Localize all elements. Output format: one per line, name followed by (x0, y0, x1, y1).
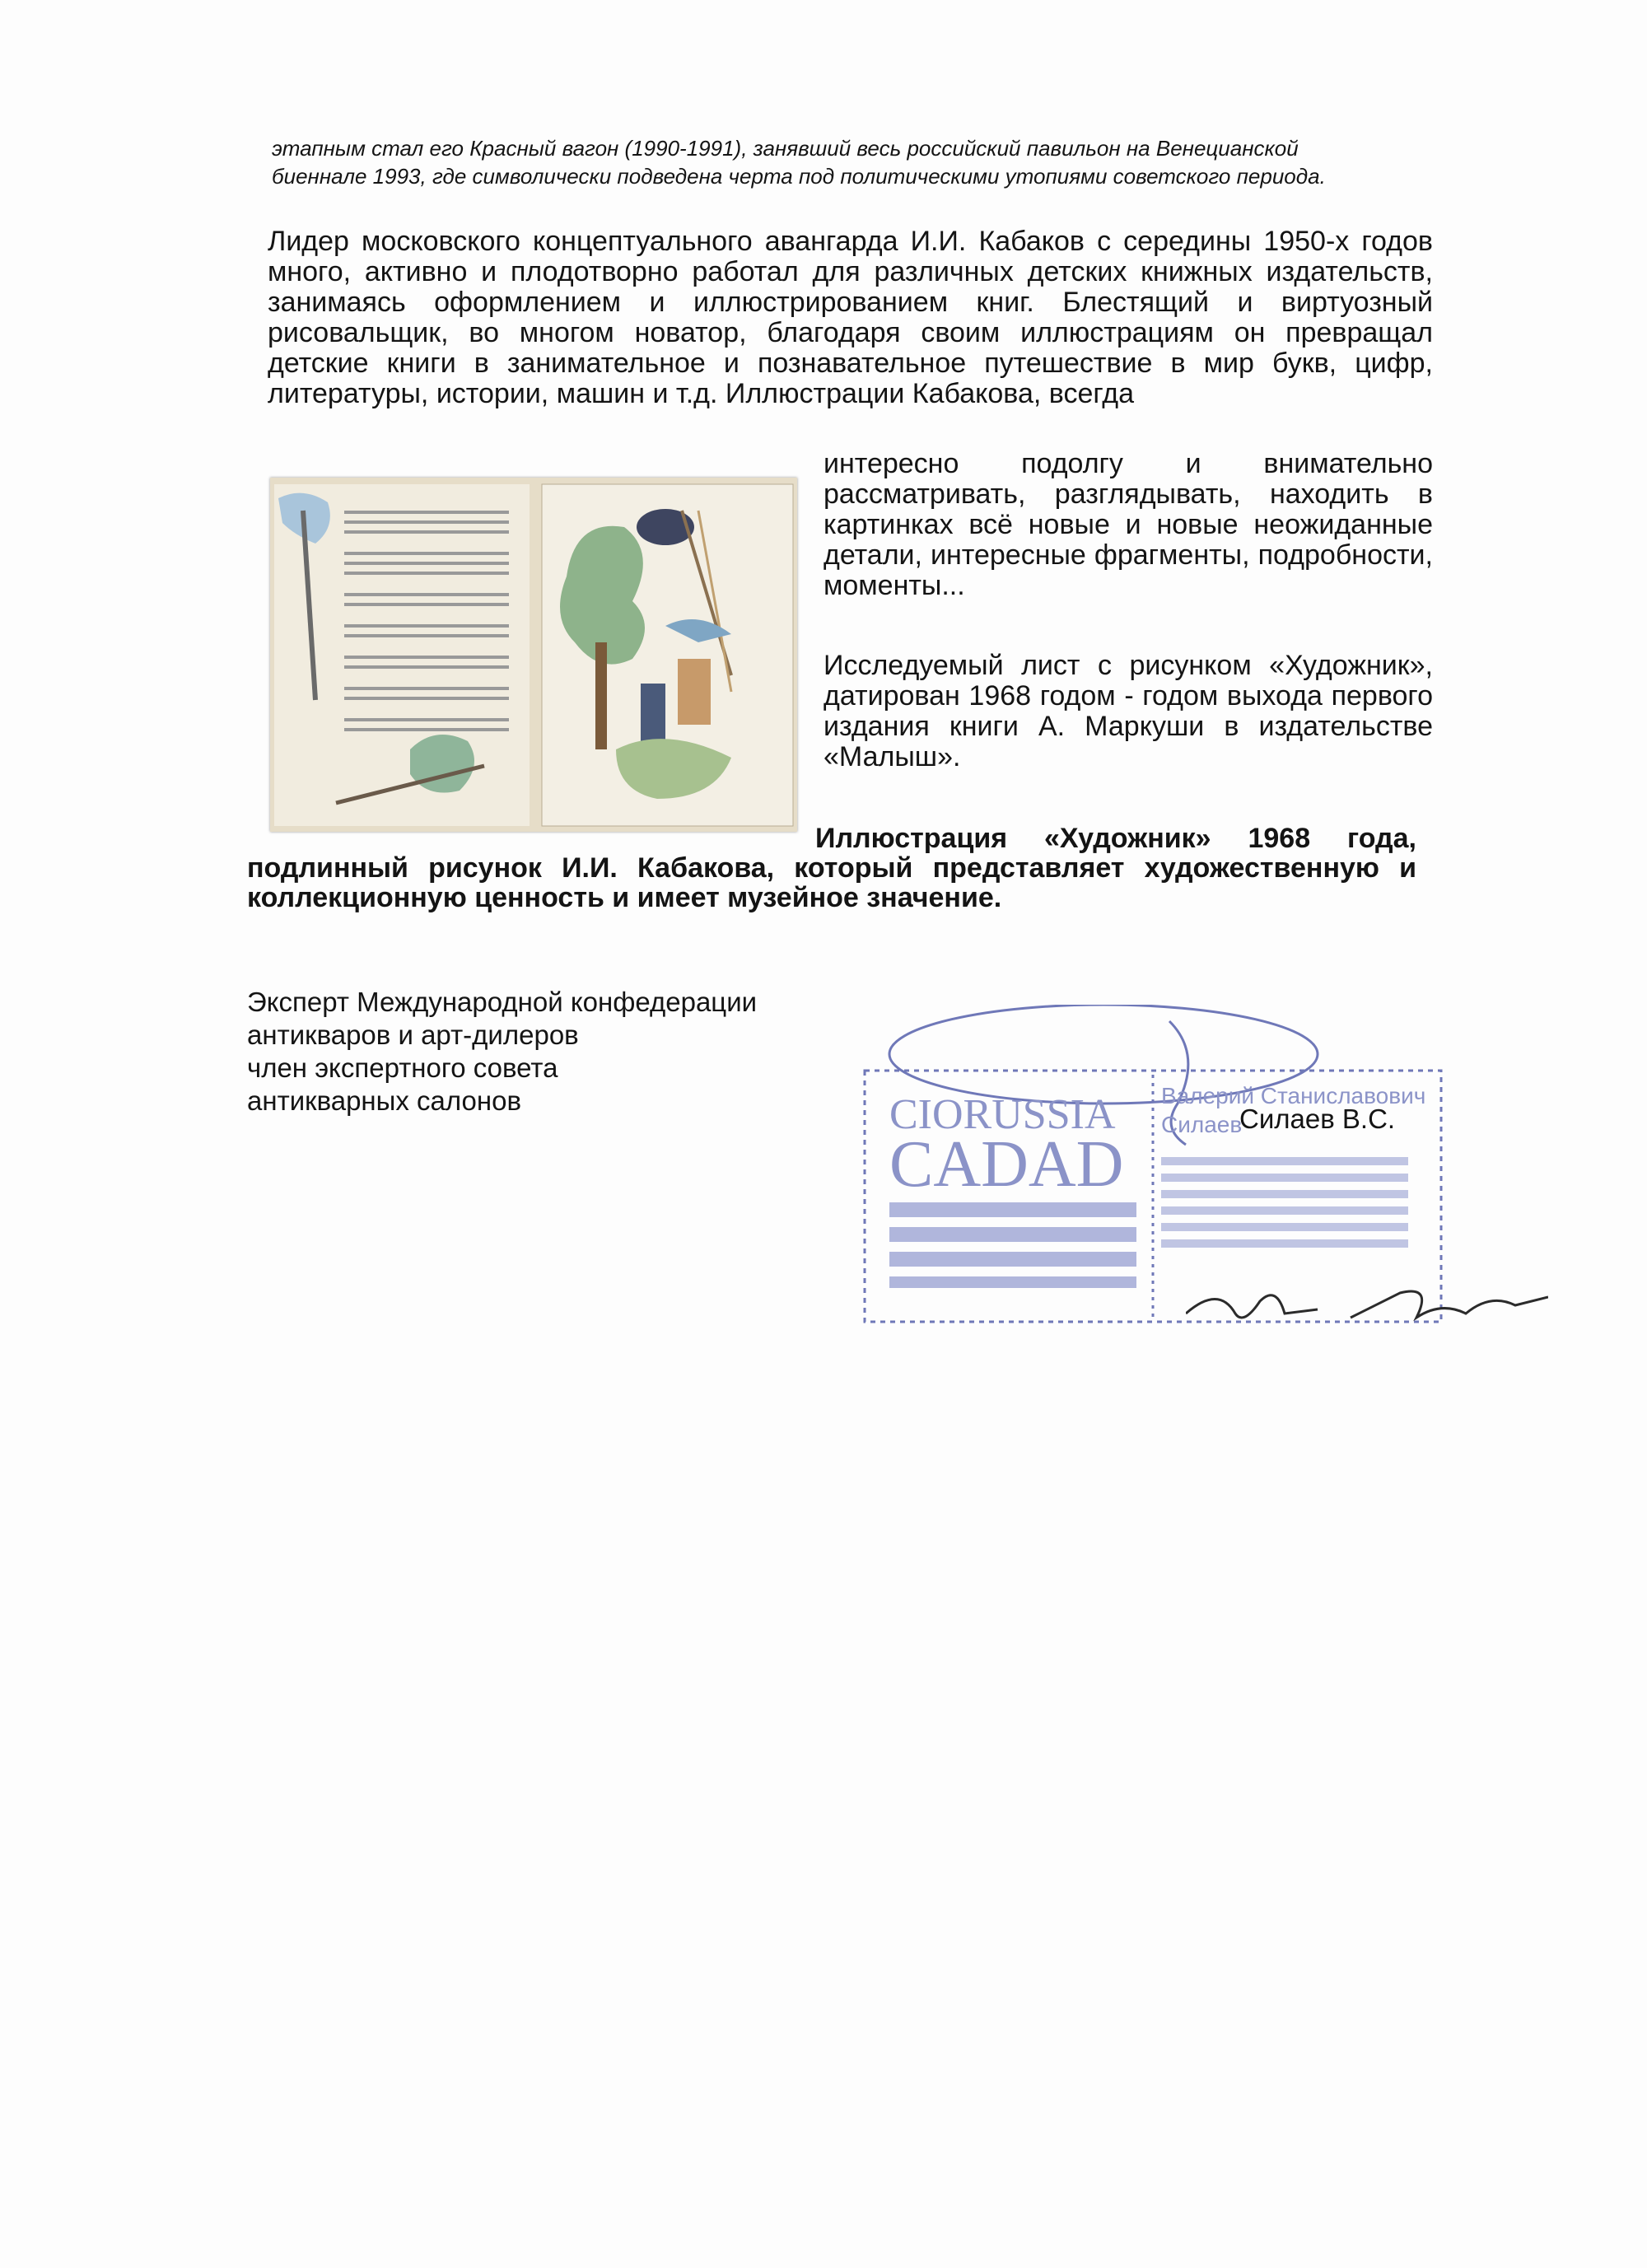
stamp-person-line1: Валерий Станиславович (1161, 1083, 1426, 1108)
intro-paragraph (272, 134, 1433, 190)
paragraph-kabakov-continued: интересно подолгу и внимательно рассматривать, разглядывать, находить в картинках всё новые и новые неожиданные детали, интересные фрагменты, подробности, моменты... (824, 448, 1433, 601)
expert-credentials (247, 986, 757, 1118)
credential-line-2: антикваров и арт-дилеров (247, 1020, 579, 1050)
conclusion-paragraph (247, 824, 1416, 912)
stamp-org-line2: CADAD (889, 1128, 1124, 1201)
stamp-org-line1: CIORUSSIA (889, 1091, 1116, 1138)
handwritten-date-signature (1186, 1276, 1548, 1334)
intro-line-1: этапным стал его Красный вагон (1990-1991), занявший весь российский павильон на Венецианской (272, 136, 1299, 161)
stamp-person-line2: Силаев (1161, 1112, 1243, 1137)
expert-name: Силаев В.С. (1239, 1104, 1396, 1134)
credential-line-1: Эксперт Международной конфедерации (247, 987, 758, 1017)
paragraph-kabakov-intro: Лидер московского концептуального авангарда И.И. Кабаков с середины 1950-х годов много, активно и плодотворно работал для различных детских книжных издательств, занимаясь оформлением и иллюстрированием книг. Блестящий и виртуозный рисовальщик, во многом новатор, благодаря своим иллюстрациям он превращал детские книги в занимательное и познавательное путешествие в мир букв, цифр, литературы, истории, машин и т.д. Иллюстрации Кабакова, всегда (268, 226, 1433, 409)
book-illustration-image (270, 478, 797, 832)
intro-line-2: биеннале 1993, где символически подведена черта под политическими утопиями советского периода. (272, 164, 1326, 189)
credential-line-4: антикварных салонов (247, 1085, 521, 1116)
paragraph-studied-sheet: Исследуемый лист с рисунком «Художник», датирован 1968 годом - годом выхода первого издания книги А. Маркуши в издательстве «Малыш». (824, 650, 1433, 772)
credential-line-3: член экспертного совета (247, 1052, 558, 1083)
conclusion-text: Иллюстрация «Художник» 1968 года, подлинный рисунок И.И. Кабакова, который представляет художественную и коллекционную ценность и имеет музейное значение. (247, 823, 1416, 913)
